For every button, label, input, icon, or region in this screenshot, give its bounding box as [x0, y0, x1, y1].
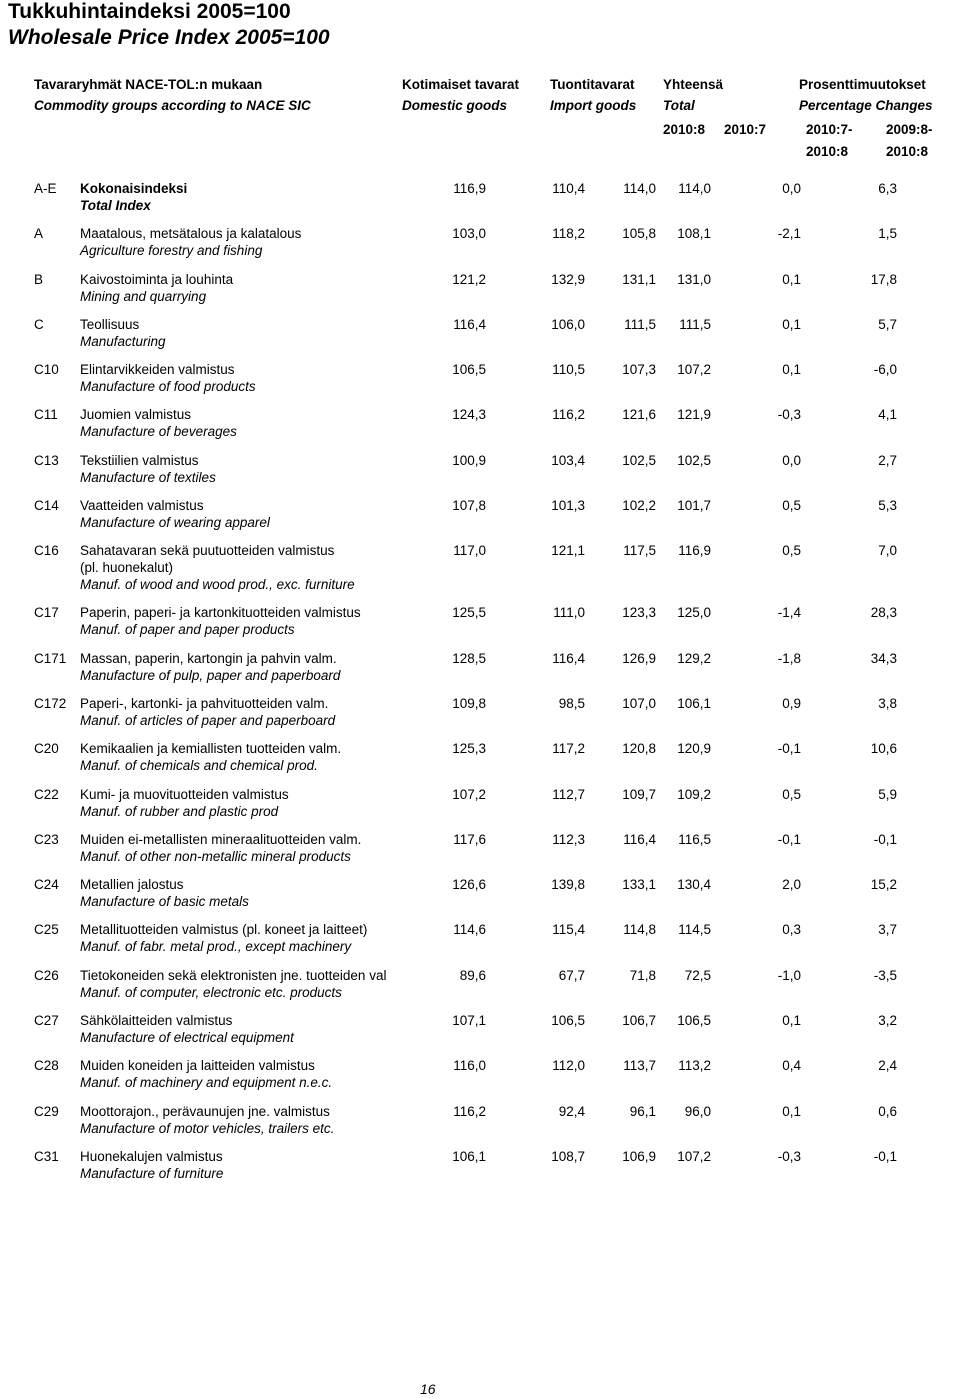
cell-import: 121,1 — [551, 543, 585, 559]
row-name-en: Mining and quarrying — [80, 288, 207, 304]
cell-pct-month: -1,0 — [777, 967, 801, 983]
row-code: C28 — [34, 1058, 59, 1074]
row-code: C23 — [34, 831, 59, 847]
cell-total-2010-8: 102,5 — [622, 452, 656, 468]
cell-domestic: 103,0 — [452, 226, 486, 242]
cell-import: 116,4 — [552, 650, 585, 666]
table-row — [0, 1148, 960, 1193]
groups-header-en: Commodity groups according to NACE SIC — [34, 98, 311, 113]
row-name-en: Manufacture of pulp, paper and paperboard — [80, 667, 341, 683]
cell-total-2010-8: 114,0 — [623, 181, 656, 196]
row-code: B — [34, 271, 44, 287]
row-name — [80, 406, 420, 451]
cell-domestic: 117,0 — [453, 543, 486, 559]
cell-domestic: 116,9 — [453, 181, 486, 196]
cell-total-2010-7: 130,4 — [677, 877, 711, 893]
row-name-fi: Juomien valmistus — [80, 407, 192, 423]
row-code: C31 — [34, 1148, 59, 1164]
row-name-fi: Vaatteiden valmistus — [80, 498, 204, 514]
row-code: A — [34, 226, 44, 242]
cell-import: 132,9 — [551, 271, 585, 287]
cell-spacer — [897, 876, 960, 921]
total-header-en: Total — [663, 98, 695, 113]
row-name-fi: Teollisuus — [80, 316, 140, 332]
cell-total-2010-7: 129,2 — [677, 650, 711, 666]
cell-pct-year: 34,3 — [870, 650, 897, 666]
cell-pct-month: 0,9 — [782, 695, 801, 711]
cell-total-2010-7: 116,9 — [678, 543, 711, 559]
cell-spacer — [897, 452, 960, 497]
cell-pct-month: 2,0 — [782, 877, 801, 893]
cell-domestic: 116,0 — [453, 1058, 486, 1074]
price-index-table — [0, 180, 960, 1193]
cell-spacer — [897, 786, 960, 831]
row-name — [80, 180, 420, 225]
cell-spacer — [897, 604, 960, 649]
row-name-fi-cont: (pl. huonekalut) — [80, 560, 174, 576]
cell-spacer — [897, 542, 960, 604]
row-code: C14 — [34, 498, 59, 514]
row-name — [80, 271, 420, 316]
cell-pct-year: 4,1 — [878, 407, 897, 423]
row-name — [80, 695, 420, 740]
cell-total-2010-8: 117,5 — [623, 543, 656, 559]
table-row — [0, 316, 960, 361]
row-name — [80, 542, 420, 604]
pct-header-en: Percentage Changes — [799, 98, 933, 113]
row-code: C29 — [34, 1103, 59, 1119]
cell-pct-year: 0,6 — [878, 1103, 897, 1119]
cell-total-2010-7: 102,5 — [677, 452, 711, 468]
cell-pct-year: 5,7 — [878, 316, 897, 332]
row-name — [80, 740, 420, 785]
row-name-fi: Kokonaisindeksi — [80, 181, 188, 196]
row-name-en: Manuf. of wood and wood prod., exc. furniture — [80, 577, 355, 593]
cell-pct-month: 0,0 — [782, 452, 801, 468]
row-name-en: Manufacture of wearing apparel — [80, 515, 270, 531]
cell-import: 112,3 — [552, 831, 585, 847]
row-name-en: Manufacture of basic metals — [80, 894, 249, 910]
row-name-en: Manufacture of electrical equipment — [80, 1030, 294, 1046]
cell-total-2010-8: 126,9 — [622, 650, 656, 666]
col-header-pct2-b: 2010:8 — [886, 144, 929, 159]
cell-import: 118,2 — [552, 226, 585, 242]
cell-pct-year: 3,2 — [878, 1013, 897, 1029]
cell-pct-year: -0,1 — [873, 1148, 897, 1164]
cell-spacer — [897, 650, 960, 695]
cell-domestic: 121,2 — [452, 271, 486, 287]
row-name-fi: Muiden koneiden ja laitteiden valmistus — [80, 1058, 315, 1074]
cell-pct-month: -1,4 — [777, 605, 801, 621]
cell-spacer — [897, 1057, 960, 1102]
cell-pct-year: -3,5 — [873, 967, 897, 983]
cell-total-2010-8: 105,8 — [622, 226, 656, 242]
import-header-en: Import goods — [550, 98, 637, 113]
cell-spacer — [897, 406, 960, 451]
cell-total-2010-8: 114,8 — [623, 922, 656, 938]
cell-pct-year: -0,1 — [873, 831, 897, 847]
cell-total-2010-7: 114,0 — [678, 181, 711, 196]
cell-import: 108,7 — [551, 1148, 585, 1164]
row-name — [80, 452, 420, 497]
cell-spacer — [897, 967, 960, 1012]
row-name — [80, 497, 420, 542]
cell-spacer — [897, 271, 960, 316]
cell-total-2010-7: 101,7 — [677, 498, 711, 514]
table-row — [0, 542, 960, 604]
cell-total-2010-7: 108,1 — [677, 226, 711, 242]
cell-pct-year: 15,2 — [870, 877, 897, 893]
row-name-fi: Huonekalujen valmistus — [80, 1148, 223, 1164]
table-row — [0, 271, 960, 316]
cell-import: 101,3 — [551, 498, 585, 514]
cell-domestic: 116,2 — [453, 1103, 486, 1119]
row-name-fi: Metallituotteiden valmistus (pl. koneet ja laitteet) — [80, 922, 368, 938]
cell-pct-month: 0,1 — [782, 362, 801, 378]
cell-total-2010-8: 102,2 — [622, 498, 656, 514]
row-name-fi: Kumi- ja muovituotteiden valmistus — [80, 786, 289, 802]
cell-total-2010-7: 96,0 — [684, 1103, 711, 1119]
cell-total-2010-8: 123,3 — [622, 605, 656, 621]
cell-total-2010-8: 116,4 — [623, 831, 656, 847]
table-row — [0, 1057, 960, 1102]
cell-import: 110,5 — [552, 362, 585, 378]
cell-import: 139,8 — [551, 877, 585, 893]
row-name-en: Manuf. of other non-metallic mineral products — [80, 848, 351, 864]
cell-pct-month: -0,1 — [777, 831, 801, 847]
cell-domestic: 107,1 — [452, 1013, 486, 1029]
groups-header-fi: Tavararyhmät NACE-TOL:n mukaan — [34, 77, 263, 92]
row-code: A-E — [34, 181, 57, 196]
row-name-fi: Kemikaalien ja kemiallisten tuotteiden valm. — [80, 741, 342, 757]
cell-import: 111,0 — [553, 605, 585, 621]
row-name-fi: Paperin, paperi- ja kartonkituotteiden valmistus — [80, 605, 361, 621]
cell-pct-month: 0,0 — [782, 181, 801, 196]
table-row — [0, 921, 960, 966]
row-code: C26 — [34, 967, 59, 983]
cell-import: 106,0 — [551, 316, 585, 332]
row-name-en: Manufacture of textiles — [80, 469, 216, 485]
cell-domestic: 107,2 — [452, 786, 486, 802]
cell-pct-month: 0,5 — [782, 786, 801, 802]
cell-total-2010-7: 121,9 — [677, 407, 711, 423]
cell-pct-year: 7,0 — [878, 543, 897, 559]
row-code: C25 — [34, 922, 59, 938]
row-name — [80, 831, 420, 876]
row-name-en: Manufacture of furniture — [80, 1165, 224, 1181]
cell-domestic: 126,6 — [452, 877, 486, 893]
cell-spacer — [897, 316, 960, 361]
cell-import: 67,7 — [558, 967, 585, 983]
domestic-header-en: Domestic goods — [402, 98, 508, 113]
row-name — [80, 786, 420, 831]
row-code: C — [34, 316, 44, 332]
cell-import: 110,4 — [552, 181, 585, 196]
cell-import: 112,7 — [552, 786, 585, 802]
cell-import: 115,4 — [552, 922, 585, 938]
table-row — [0, 452, 960, 497]
row-code: C11 — [34, 407, 58, 423]
cell-pct-year: 3,8 — [878, 695, 897, 711]
cell-total-2010-8: 113,7 — [623, 1058, 656, 1074]
cell-pct-month: 0,1 — [782, 1013, 801, 1029]
cell-pct-year: 5,9 — [878, 786, 897, 802]
cell-import: 116,2 — [552, 407, 585, 423]
cell-pct-year: 28,3 — [870, 605, 897, 621]
cell-domestic: 107,8 — [452, 498, 486, 514]
cell-domestic: 106,1 — [452, 1148, 486, 1164]
cell-spacer — [897, 831, 960, 876]
row-name-fi: Elintarvikkeiden valmistus — [80, 362, 235, 378]
row-name — [80, 1103, 420, 1148]
cell-pct-month: -2,1 — [777, 226, 801, 242]
row-name-fi: Sahatavaran sekä puutuotteiden valmistus — [80, 543, 335, 559]
cell-domestic: 125,5 — [452, 605, 486, 621]
cell-pct-year: 3,7 — [878, 922, 897, 938]
cell-pct-month: 0,3 — [782, 922, 801, 938]
row-name — [80, 876, 420, 921]
cell-domestic: 128,5 — [452, 650, 486, 666]
cell-domestic: 124,3 — [452, 407, 486, 423]
pct-header-fi: Prosenttimuutokset — [799, 77, 926, 92]
cell-import: 103,4 — [551, 452, 585, 468]
cell-pct-year: 2,4 — [878, 1058, 897, 1074]
col-header-pct2-a: 2009:8- — [886, 122, 933, 137]
row-code: C13 — [34, 452, 59, 468]
row-name-fi: Sähkölaitteiden valmistus — [80, 1013, 233, 1029]
row-code: C27 — [34, 1013, 59, 1029]
cell-spacer — [897, 225, 960, 270]
cell-spacer — [897, 1012, 960, 1057]
table-row — [0, 1103, 960, 1148]
table-row — [0, 361, 960, 406]
row-code: C20 — [34, 741, 59, 757]
cell-pct-year: 2,7 — [878, 452, 897, 468]
cell-pct-year: 10,6 — [870, 741, 897, 757]
row-name-en: Manufacture of motor vehicles, trailers etc. — [80, 1120, 335, 1136]
cell-import: 92,4 — [558, 1103, 585, 1119]
table-row — [0, 695, 960, 740]
import-header-fi: Tuontitavarat — [550, 77, 635, 92]
page-title-fi: Tukkuhintaindeksi 2005=100 — [8, 0, 291, 23]
cell-total-2010-8: 120,8 — [622, 741, 656, 757]
cell-pct-month: -0,3 — [777, 1148, 801, 1164]
col-header-2010-7: 2010:7 — [724, 122, 767, 137]
row-name — [80, 361, 420, 406]
row-name-en: Manuf. of paper and paper products — [80, 622, 295, 638]
cell-total-2010-7: 131,0 — [677, 271, 711, 287]
row-code: C24 — [34, 877, 59, 893]
cell-total-2010-7: 113,2 — [678, 1058, 711, 1074]
row-name — [80, 650, 420, 695]
row-name-fi: Tekstiilien valmistus — [80, 452, 199, 468]
cell-import: 106,5 — [551, 1013, 585, 1029]
cell-total-2010-7: 107,2 — [677, 362, 711, 378]
table-row — [0, 225, 960, 270]
cell-spacer — [897, 361, 960, 406]
cell-pct-year: 1,5 — [878, 226, 897, 242]
cell-total-2010-7: 106,1 — [677, 695, 711, 711]
cell-domestic: 89,6 — [459, 967, 486, 983]
cell-import: 117,2 — [552, 741, 585, 757]
table-row — [0, 786, 960, 831]
cell-total-2010-8: 107,3 — [622, 362, 656, 378]
cell-import: 98,5 — [558, 695, 585, 711]
cell-total-2010-7: 111,5 — [679, 316, 711, 332]
row-name-fi: Tietokoneiden sekä elektronisten jne. tuotteiden val — [80, 967, 387, 983]
cell-domestic: 116,4 — [453, 316, 486, 332]
row-name-en: Manuf. of chemicals and chemical prod. — [80, 758, 318, 774]
cell-spacer — [897, 695, 960, 740]
row-name-en: Manufacture of food products — [80, 379, 256, 395]
cell-total-2010-8: 109,7 — [622, 786, 656, 802]
col-header-pct1-b: 2010:8 — [806, 144, 849, 159]
row-name-fi: Massan, paperin, kartongin ja pahvin valm. — [80, 650, 337, 666]
cell-spacer — [897, 180, 960, 225]
row-code: C16 — [34, 543, 59, 559]
row-name-en: Manuf. of machinery and equipment n.e.c. — [80, 1075, 333, 1091]
cell-domestic: 117,6 — [453, 831, 486, 847]
cell-spacer — [897, 1148, 960, 1193]
cell-total-2010-8: 106,9 — [622, 1148, 656, 1164]
row-name — [80, 1012, 420, 1057]
cell-domestic: 100,9 — [452, 452, 486, 468]
row-code: C10 — [34, 362, 59, 378]
cell-pct-year: 6,3 — [878, 181, 897, 196]
cell-pct-month: -0,1 — [777, 741, 801, 757]
row-name-en: Manuf. of rubber and plastic prod — [80, 803, 279, 819]
table-row — [0, 967, 960, 1012]
row-code: C17 — [34, 605, 59, 621]
cell-spacer — [897, 921, 960, 966]
page-number: 16 — [420, 1381, 436, 1397]
cell-domestic: 114,6 — [453, 922, 486, 938]
cell-total-2010-7: 120,9 — [677, 741, 711, 757]
row-name — [80, 1148, 420, 1193]
cell-spacer — [897, 740, 960, 785]
row-name-en: Agriculture forestry and fishing — [80, 243, 263, 259]
cell-total-2010-8: 131,1 — [622, 271, 656, 287]
row-name-fi: Kaivostoiminta ja louhinta — [80, 271, 234, 287]
table-row — [0, 406, 960, 451]
row-code: C171 — [34, 650, 67, 666]
row-name — [80, 316, 420, 361]
cell-pct-month: 0,1 — [782, 271, 801, 287]
cell-pct-year: -6,0 — [873, 362, 897, 378]
row-name-fi: Maatalous, metsätalous ja kalatalous — [80, 226, 302, 242]
row-name-fi: Paperi-, kartonki- ja pahvituotteiden valm. — [80, 695, 329, 711]
cell-total-2010-7: 106,5 — [677, 1013, 711, 1029]
row-code: C172 — [34, 695, 67, 711]
row-name — [80, 1057, 420, 1102]
col-header-pct1-a: 2010:7- — [806, 122, 853, 137]
row-name-en: Manuf. of computer, electronic etc. products — [80, 984, 342, 1000]
row-name-en: Manuf. of articles of paper and paperboard — [80, 712, 336, 728]
domestic-header-fi: Kotimaiset tavarat — [402, 77, 520, 92]
total-header-fi: Yhteensä — [663, 77, 724, 92]
cell-total-2010-7: 116,5 — [678, 831, 711, 847]
row-code: C22 — [34, 786, 59, 802]
cell-total-2010-8: 71,8 — [629, 967, 656, 983]
row-name-en: Manufacture of beverages — [80, 424, 237, 440]
cell-pct-month: 0,5 — [782, 543, 801, 559]
cell-import: 112,0 — [552, 1058, 585, 1074]
cell-domestic: 106,5 — [452, 362, 486, 378]
table-row — [0, 180, 960, 225]
table-row — [0, 497, 960, 542]
row-name-en: Total Index — [80, 198, 151, 213]
cell-total-2010-7: 72,5 — [684, 967, 711, 983]
col-header-2010-8: 2010:8 — [663, 122, 706, 137]
cell-pct-year: 5,3 — [878, 498, 897, 514]
cell-total-2010-8: 111,5 — [624, 316, 656, 332]
table-row — [0, 876, 960, 921]
cell-domestic: 109,8 — [452, 695, 486, 711]
cell-total-2010-7: 114,5 — [678, 922, 711, 938]
row-name-fi: Muiden ei-metallisten mineraalituotteiden valm. — [80, 831, 362, 847]
row-name — [80, 921, 420, 966]
row-name-fi: Moottorajon., perävaunujen jne. valmistus — [80, 1103, 330, 1119]
row-name-en: Manufacturing — [80, 333, 166, 349]
cell-total-2010-8: 106,7 — [622, 1013, 656, 1029]
cell-total-2010-7: 125,0 — [677, 605, 711, 621]
table-row — [0, 831, 960, 876]
cell-pct-month: 0,1 — [782, 1103, 801, 1119]
row-name — [80, 967, 420, 1012]
row-name — [80, 225, 420, 270]
cell-pct-month: 0,4 — [782, 1058, 801, 1074]
row-name — [80, 604, 420, 649]
cell-pct-month: 0,5 — [782, 498, 801, 514]
cell-spacer — [897, 1103, 960, 1148]
cell-spacer — [897, 497, 960, 542]
cell-domestic: 125,3 — [452, 741, 486, 757]
cell-pct-year: 17,8 — [870, 271, 897, 287]
table-row — [0, 740, 960, 785]
row-name-fi: Metallien jalostus — [80, 877, 184, 893]
cell-total-2010-8: 121,6 — [622, 407, 656, 423]
table-row — [0, 650, 960, 695]
cell-pct-month: -1,8 — [777, 650, 801, 666]
cell-pct-month: -0,3 — [777, 407, 801, 423]
table-row — [0, 1012, 960, 1057]
row-name-en: Manuf. of fabr. metal prod., except machinery — [80, 939, 352, 955]
page-title-en: Wholesale Price Index 2005=100 — [8, 26, 330, 49]
cell-total-2010-8: 96,1 — [629, 1103, 656, 1119]
cell-total-2010-8: 107,0 — [622, 695, 656, 711]
cell-total-2010-7: 109,2 — [677, 786, 711, 802]
cell-total-2010-8: 133,1 — [622, 877, 656, 893]
cell-total-2010-7: 107,2 — [677, 1148, 711, 1164]
table-row — [0, 604, 960, 649]
cell-pct-month: 0,1 — [782, 316, 801, 332]
